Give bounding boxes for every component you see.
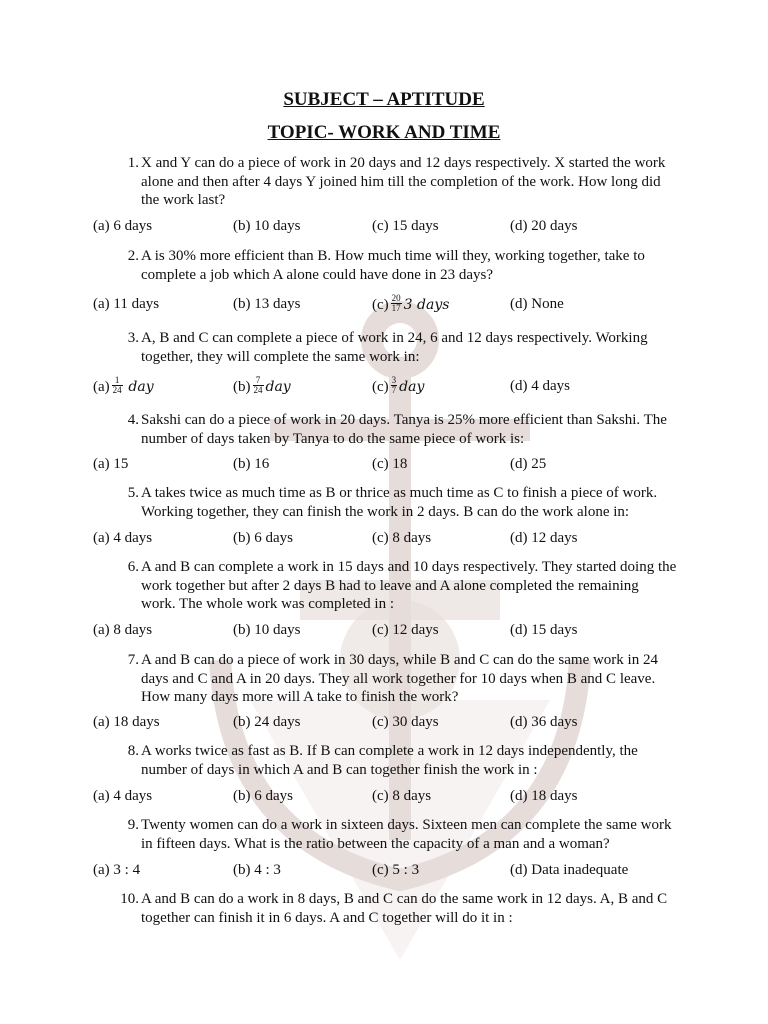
question-text: A, B and C can complete a piece of work in 24, 6 and 12 days respectively. Working together, they will complete the same work in: xyxy=(141,330,648,365)
option-c: (c) 5 : 3 xyxy=(372,862,420,878)
option-a: (a) 4 days xyxy=(93,530,153,546)
question-text: Twenty women can do a work in sixteen days. Sixteen men can complete the same work in fifteen days. What is the ratio between the capacity of a man and a woman? xyxy=(141,817,672,852)
question-number: 2. xyxy=(127,248,139,264)
fraction xyxy=(391,294,402,313)
option-a: (a) 3 : 4 xyxy=(93,862,141,878)
option-a xyxy=(93,375,154,397)
question-5 xyxy=(117,484,677,521)
question-3 xyxy=(117,329,677,366)
option-c: (c) 15 days xyxy=(372,218,439,234)
option-a: (a) 6 days xyxy=(93,218,153,234)
question-text: A and B can complete a work in 15 days and 10 days respectively. They started doing the work together but after 2 days B had to leave and A alone completed the remaining work. The whole work was completed in : xyxy=(141,559,677,612)
subject-heading: SUBJECT – APTITUDE xyxy=(283,89,485,110)
option-a: (a) 18 days xyxy=(93,714,160,730)
option-b xyxy=(233,375,291,397)
option-b: (b) 4 : 3 xyxy=(233,862,281,878)
option-d: (d) 18 days xyxy=(510,788,578,804)
option-d: (d) 12 days xyxy=(510,530,578,546)
fraction-numerator: 1 xyxy=(112,376,123,386)
fraction-numerator: 7 xyxy=(253,376,264,386)
option-a: (a) 11 days xyxy=(93,296,160,312)
option-b: (b) 10 days xyxy=(233,218,301,234)
option-label: (c) xyxy=(372,296,389,313)
fraction xyxy=(253,376,264,395)
option-label: (b) xyxy=(233,378,251,395)
question-2 xyxy=(117,247,677,284)
fraction-unit: day xyxy=(265,378,291,395)
fraction xyxy=(391,376,398,395)
question-5-options xyxy=(93,530,693,550)
question-8 xyxy=(117,742,677,779)
option-c: (c) 8 days xyxy=(372,788,432,804)
question-text: X and Y can do a piece of work in 20 days and 12 days respectively. X started the work alone and then after 4 days Y joined him till the completion of the work. How long did the work last? xyxy=(141,155,666,208)
option-c: (c) 8 days xyxy=(372,530,432,546)
question-1-options xyxy=(93,218,693,238)
fraction-denominator: 7 xyxy=(391,385,397,395)
question-number: 8. xyxy=(127,743,139,759)
fraction xyxy=(112,376,123,395)
option-c: (c) 12 days xyxy=(372,622,439,638)
question-number: 10. xyxy=(120,891,139,907)
question-6-options xyxy=(93,622,693,642)
option-b: (b) 16 xyxy=(233,456,270,472)
question-number: 3. xyxy=(127,330,139,346)
option-label: (c) xyxy=(372,378,389,395)
option-d: (d) 15 days xyxy=(510,622,578,638)
option-label: (a) xyxy=(93,378,110,395)
question-number: 7. xyxy=(127,652,139,668)
option-c xyxy=(372,293,450,315)
option-b: (b) 24 days xyxy=(233,714,301,730)
option-a: (a) 15 xyxy=(93,456,129,472)
fraction-numerator: 20 xyxy=(391,293,401,303)
question-9-options xyxy=(93,862,693,882)
option-d: (d) 20 days xyxy=(510,218,578,234)
option-b: (b) 6 days xyxy=(233,530,293,546)
question-7-options xyxy=(93,714,693,734)
question-number: 4. xyxy=(127,412,139,428)
question-4 xyxy=(117,411,677,448)
question-text: A and B can do a piece of work in 30 days, while B and C can do the same work in 24 days and C and A in 20 days. They all work together for 10 days when B and C leave. How many days more will A take to finish the work? xyxy=(141,652,658,705)
question-number: 5. xyxy=(127,485,139,501)
option-b: (b) 10 days xyxy=(233,622,301,638)
option-a: (a) 8 days xyxy=(93,622,153,638)
question-number: 9. xyxy=(127,817,139,833)
fraction-denominator: 24 xyxy=(112,385,122,395)
fraction-numerator: 3 xyxy=(391,375,397,385)
question-6 xyxy=(117,558,677,614)
option-b: (b) 13 days xyxy=(233,296,301,312)
option-c xyxy=(372,375,425,397)
question-text: A and B can do a work in 8 days, B and C can do the same work in 12 days. A, B and C together can finish it in 6 days. A and C together will do it in : xyxy=(141,891,668,926)
fraction-denominator: 17 xyxy=(391,303,401,313)
option-c: (c) 18 xyxy=(372,456,408,472)
question-number: 1. xyxy=(127,155,139,171)
option-d: (d) Data inadequate xyxy=(510,862,629,878)
question-4-options xyxy=(93,456,693,476)
option-d: (d) None xyxy=(510,296,564,312)
option-c: (c) 30 days xyxy=(372,714,439,730)
question-text: A works twice as fast as B. If B can complete a work in 12 days independently, the number of days in which A and B can together finish the work in : xyxy=(141,743,638,778)
fraction-unit: day xyxy=(399,378,425,395)
topic-heading: TOPIC- WORK AND TIME xyxy=(267,122,501,143)
question-3-options xyxy=(93,375,693,398)
question-7 xyxy=(117,651,677,707)
fraction-denominator: 24 xyxy=(253,385,263,395)
question-8-options xyxy=(93,788,693,808)
option-a: (a) 4 days xyxy=(93,788,153,804)
option-d: (d) 25 xyxy=(510,456,547,472)
question-text: Sakshi can do a piece of work in 20 days. Tanya is 25% more efficient than Sakshi. The number of days taken by Tanya to do the same piece of work is: xyxy=(141,412,667,447)
fraction-unit: day xyxy=(128,378,154,395)
option-d: (d) 4 days xyxy=(510,378,570,394)
option-b: (b) 6 days xyxy=(233,788,293,804)
question-10 xyxy=(117,890,677,927)
question-text: A takes twice as much time as B or thrice as much time as C to finish a piece of work. Working together, they can finish the work in 2 days. B can do the work alone in: xyxy=(141,485,658,520)
fraction-unit: 3 days xyxy=(403,296,450,313)
question-9 xyxy=(117,816,677,853)
option-d: (d) 36 days xyxy=(510,714,578,730)
question-2-options xyxy=(93,293,693,316)
question-1 xyxy=(117,154,677,210)
question-number: 6. xyxy=(127,559,139,575)
question-text: A is 30% more efficient than B. How much time will they, working together, take to complete a job which A alone could have done in 23 days? xyxy=(141,248,645,283)
